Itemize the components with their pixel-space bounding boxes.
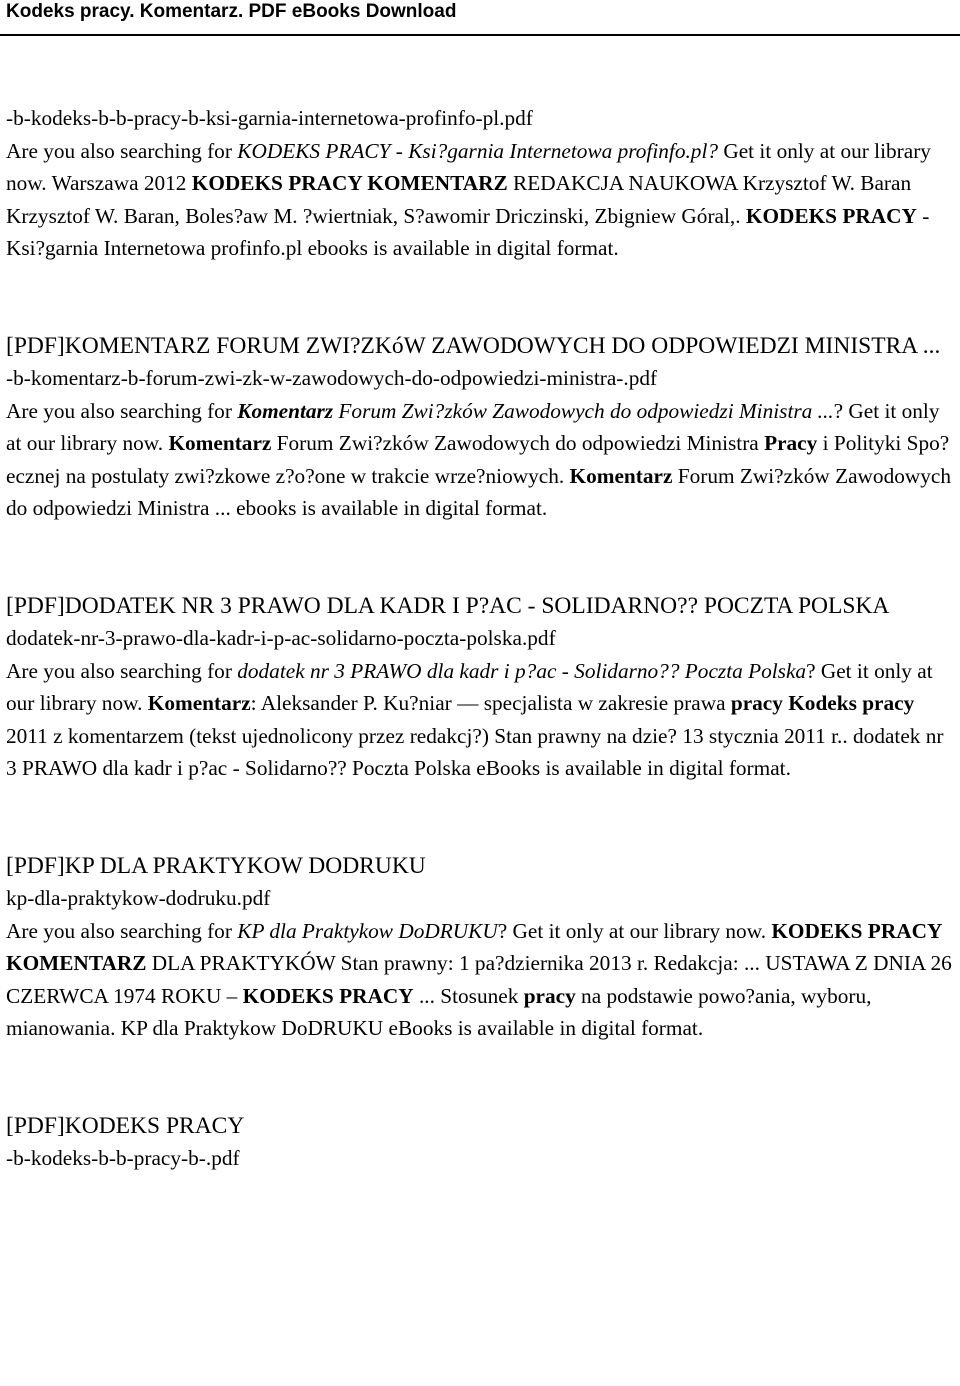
search-result-entry bbox=[6, 102, 956, 265]
search-term: KP dla Praktykow DoDRUKU bbox=[237, 918, 498, 943]
result-heading[interactable]: [PDF]KP DLA PRAKTYKOW DODRUKU bbox=[6, 852, 426, 879]
search-term: dodatek nr 3 PRAWO dla kadr i p?ac - Solidarno?? Poczta Polska bbox=[237, 658, 807, 683]
search-result-entry bbox=[6, 330, 956, 525]
result-description: Are you also searching for Komentarz Forum Zwi?zków Zawodowych do odpowiedzi Ministra ...? Get it only at our library now. Komentarz Forum Zwi?zków Zawodowych do odpowiedzi Ministra Pracy i Polityki Spo?ecznej na postulaty zwi?zkowe z?o?one w trakcie wrze?niowych. Komentarz Forum Zwi?zków Zawodowych do odpowiedzi Ministra ... ebooks is available in digital format. bbox=[6, 398, 951, 520]
result-filename: -b-kodeks-b-b-pracy-b-ksi-garnia-internetowa-profinfo-pl.pdf bbox=[6, 106, 533, 130]
result-heading[interactable]: [PDF]DODATEK NR 3 PRAWO DLA KADR I P?AC - SOLIDARNO?? POCZTA POLSKA bbox=[6, 592, 890, 619]
result-filename: -b-kodeks-b-b-pracy-b-.pdf bbox=[6, 1146, 240, 1170]
result-filename: kp-dla-praktykow-dodruku.pdf bbox=[6, 886, 271, 910]
result-description: Are you also searching for KODEKS PRACY - Ksi?garnia Internetowa profinfo.pl? Get it only at our library now. Warszawa 2012 KODEKS PRACY KOMENTARZ REDAKCJA NAUKOWA Krzysztof W. Baran Krzysztof W. Baran, Boles?aw M. ?wiertniak, S?awomir Driczinski, Zbigniew Góral,. KODEKS PRACY - Ksi?garnia Internetowa profinfo.pl ebooks is available in digital format. bbox=[6, 138, 931, 260]
search-result-entry bbox=[6, 590, 956, 785]
header-divider bbox=[0, 34, 960, 36]
search-term: KODEKS PRACY - Ksi?garnia Internetowa profinfo.pl? bbox=[237, 138, 719, 163]
search-term-bold: Komentarz bbox=[237, 398, 334, 423]
search-result-entry bbox=[6, 850, 956, 1045]
result-description: Are you also searching for dodatek nr 3 PRAWO dla kadr i p?ac - Solidarno?? Poczta Polska? Get it only at our library now. Komentarz: Aleksander P. Ku?niar — specjalista w zakresie prawa pracy Kodeks pracy 2011 z komentarzem (tekst ujednolicony przez redakcj?) Stan prawny na dzie? 13 stycznia 2011 r.. dodatek nr 3 PRAWO dla kadr i p?ac - Solidarno?? Poczta Polska eBooks is available in digital format. bbox=[6, 658, 944, 780]
page-header-title: Kodeks pracy. Komentarz. PDF eBooks Download bbox=[6, 1, 457, 22]
document-body bbox=[6, 102, 956, 1175]
result-filename: -b-komentarz-b-forum-zwi-zk-w-zawodowych-do-odpowiedzi-ministra-.pdf bbox=[6, 366, 658, 390]
result-filename: dodatek-nr-3-prawo-dla-kadr-i-p-ac-solidarno-poczta-polska.pdf bbox=[6, 626, 556, 650]
entry-spacer bbox=[6, 525, 956, 590]
entry-spacer bbox=[6, 785, 956, 850]
search-result-entry bbox=[6, 1110, 956, 1175]
entry-spacer bbox=[6, 265, 956, 330]
entry-spacer bbox=[6, 1045, 956, 1110]
result-heading[interactable]: [PDF]KODEKS PRACY bbox=[6, 1112, 245, 1139]
result-heading[interactable]: [PDF]KOMENTARZ FORUM ZWI?ZKóW ZAWODOWYCH DO ODPOWIEDZI MINISTRA ... bbox=[6, 332, 941, 359]
result-description: Are you also searching for KP dla Praktykow DoDRUKU? Get it only at our library now. KODEKS PRACY KOMENTARZ DLA PRAKTYKÓW Stan prawny: 1 pa?dziernika 2013 r. Redakcja: ... USTAWA Z DNIA 26 CZERWCA 1974 ROKU – KODEKS PRACY ... Stosunek pracy na podstawie powo?ania, wyboru, mianowania. KP dla Praktykow DoDRUKU eBooks is available in digital format. bbox=[6, 918, 952, 1040]
search-term: Forum Zwi?zków Zawodowych do odpowiedzi Ministra ... bbox=[333, 398, 834, 423]
